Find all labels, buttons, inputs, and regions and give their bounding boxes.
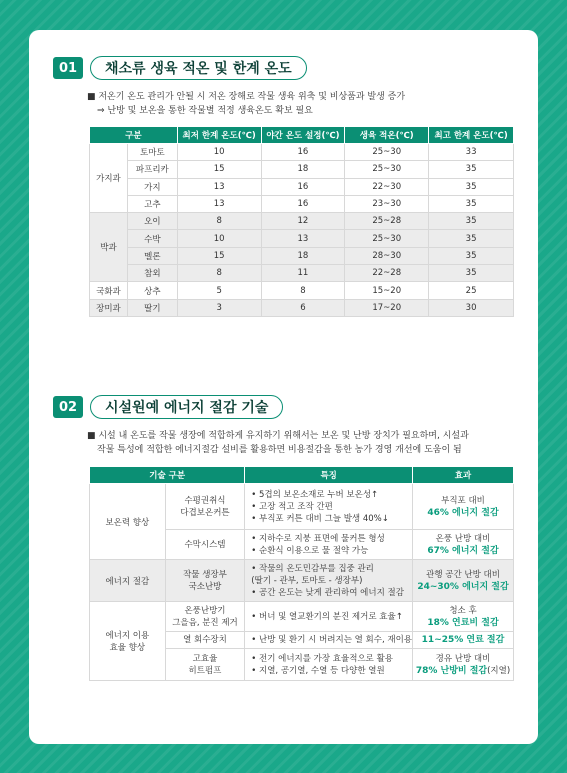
tech-name (165, 602, 245, 632)
tech-name (165, 530, 245, 560)
effect-cell (413, 530, 514, 560)
effect-highlight: 67% 에너지 절감 (427, 545, 499, 556)
table-row (90, 602, 514, 632)
cell-night: 6 (261, 299, 345, 316)
effect-baseline: 관행 공간 난방 대비 (426, 569, 500, 580)
tech-name-line: 그을음, 분진 제거 (172, 617, 238, 628)
tech-name-line: 히트펌프 (188, 665, 222, 676)
cell-night: 16 (261, 195, 345, 212)
table-row (90, 299, 514, 316)
cell-night: 16 (261, 144, 345, 161)
tech-name (165, 649, 245, 681)
effect-baseline: 경유 난방 대비 (435, 653, 491, 664)
section2-text (87, 429, 517, 457)
effect-cell (413, 632, 514, 649)
header-optimal: 생육 적온(℃) (345, 127, 429, 144)
cell-crop: 참외 (127, 265, 177, 282)
cell-crop: 멜론 (127, 247, 177, 264)
header-min: 최저 한계 온도(℃) (177, 127, 261, 144)
cell-opt: 22~28 (345, 265, 429, 282)
tech-category (90, 602, 166, 681)
cell-night: 16 (261, 178, 345, 195)
crop-group-label: 장미과 (90, 299, 128, 316)
cell-max: 25 (429, 282, 514, 299)
feature-cell (245, 649, 413, 681)
tech-name-line: 국소난방 (188, 581, 222, 592)
cell-max: 30 (429, 299, 514, 316)
feature-item: • 전기 에너지를 가장 효율적으로 활용 (251, 653, 393, 664)
feature-item: • 부직포 커튼 대비 그늘 발생 40%↓ (251, 513, 389, 524)
section2-number: 02 (53, 396, 83, 418)
cell-opt: 25~30 (345, 230, 429, 247)
cell-min: 5 (177, 282, 261, 299)
header-max: 최고 한계 온도(℃) (429, 127, 514, 144)
tech-category (90, 484, 166, 560)
cell-crop: 오이 (127, 213, 177, 230)
tech-name (165, 560, 245, 602)
feature-cell (245, 602, 413, 632)
table-row (90, 195, 514, 212)
effect-value (413, 581, 513, 593)
tech-name (165, 632, 245, 649)
tech-category-label: 에너지 절감 (105, 576, 150, 587)
crop-group-label: 국화과 (90, 282, 128, 299)
energy-table (89, 466, 514, 681)
effect-cell (413, 602, 514, 632)
cell-max: 35 (429, 161, 514, 178)
feature-item: • 5겹의 보온소재로 누버 보온성↑ (251, 489, 379, 500)
feature-cell (245, 632, 413, 649)
table-row (90, 282, 514, 299)
effect-highlight: 78% 난방비 절감 (415, 665, 488, 676)
cell-min: 13 (177, 178, 261, 195)
header-feature: 특징 (245, 467, 413, 484)
tech-name (165, 484, 245, 530)
cell-min: 10 (177, 230, 261, 247)
cell-crop: 가지 (127, 178, 177, 195)
section1-line2: ⇒ 난방 및 보온을 통한 작물별 적정 생육온도 확보 필요 (97, 106, 313, 116)
table-row (90, 230, 514, 247)
cell-min: 8 (177, 265, 261, 282)
feature-item: • 버너 및 열교환기의 분진 제거로 효율↑ (251, 611, 403, 622)
section1-line1: ■ 저온기 온도 관리가 안될 시 저온 장해로 작물 생육 위축 및 비상품과 발생 증가 (87, 92, 406, 102)
effect-value (413, 617, 513, 629)
tech-name-line: 작물 생장부 (183, 569, 227, 580)
cell-opt: 28~30 (345, 247, 429, 264)
effect-highlight: 24~30% 에너지 절감 (417, 581, 509, 592)
table-row (90, 560, 514, 602)
header-category: 구분 (90, 127, 178, 144)
cell-crop: 수박 (127, 230, 177, 247)
cell-crop: 파프리카 (127, 161, 177, 178)
cell-crop: 상추 (127, 282, 177, 299)
crop-group-label: 박과 (90, 213, 128, 282)
header-night: 야간 온도 설정(℃) (261, 127, 345, 144)
effect-baseline: 부직포 대비 (441, 495, 485, 506)
cell-max: 35 (429, 230, 514, 247)
table-row (90, 161, 514, 178)
table-row (90, 265, 514, 282)
cell-max: 35 (429, 195, 514, 212)
section2-title: 시설원예 에너지 절감 기술 (90, 395, 283, 419)
cell-night: 11 (261, 265, 345, 282)
effect-value (413, 507, 513, 519)
effect-cell (413, 649, 514, 681)
cell-night: 18 (261, 247, 345, 264)
cell-min: 8 (177, 213, 261, 230)
effect-cell (413, 560, 514, 602)
effect-note: (지열) (487, 665, 511, 676)
feature-item: • 순환식 이용으로 물 절약 가능 (251, 545, 369, 556)
feature-item: • 난방 및 환기 시 버려지는 열 회수, 재이용 (251, 635, 413, 646)
table-row (90, 213, 514, 230)
table-row (90, 144, 514, 161)
cell-night: 13 (261, 230, 345, 247)
feature-cell (245, 484, 413, 530)
tech-name-line: 수막시스템 (184, 539, 226, 550)
cell-night: 18 (261, 161, 345, 178)
effect-cell (413, 484, 514, 530)
section2-header (53, 395, 283, 419)
cell-night: 8 (261, 282, 345, 299)
effect-value (413, 665, 513, 677)
feature-item: • 지하수로 지붕 표면에 물커튼 형성 (251, 533, 385, 544)
feature-item: • 고장 적고 조작 간편 (251, 501, 333, 512)
content-card (29, 30, 538, 744)
tech-name-line: 고효율 (192, 653, 218, 664)
tech-name-line: 열 회수장치 (183, 635, 227, 646)
cell-max: 35 (429, 178, 514, 195)
cell-max: 35 (429, 213, 514, 230)
tech-name-line: 온풍난방기 (184, 605, 226, 616)
feature-item: • 공간 온도는 낮게 관리하여 에너지 절감 (251, 587, 404, 598)
effect-highlight: 18% 연료비 절감 (427, 617, 499, 628)
crop-group-label: 가지과 (90, 144, 128, 213)
feature-item: (딸기 - 관부, 토마토 - 생장부) (251, 575, 363, 586)
section2-line2: 작물 특성에 적합한 에너지절감 설비를 활용하면 비용절감을 통한 농가 경영 개선에 도움이 됨 (97, 445, 462, 455)
tech-category-label: 에너지 이용 (105, 631, 150, 642)
cell-crop: 토마토 (127, 144, 177, 161)
cell-min: 10 (177, 144, 261, 161)
cell-crop: 고추 (127, 195, 177, 212)
feature-item: • 작물의 온도민감부를 집중 관리 (251, 563, 374, 574)
section1-number: 01 (53, 57, 83, 79)
cell-crop: 딸기 (127, 299, 177, 316)
tech-category-label: 보온력 향상 (105, 517, 150, 528)
effect-highlight: 46% 에너지 절감 (427, 507, 499, 518)
energy-table-header (90, 467, 514, 484)
section1-title: 채소류 생육 적온 및 한계 온도 (90, 56, 307, 80)
temperature-table-header (90, 127, 514, 144)
header-tech: 기술 구분 (90, 467, 245, 484)
tech-category-label: 효율 향상 (109, 643, 146, 654)
temperature-table (89, 126, 514, 317)
cell-opt: 17~20 (345, 299, 429, 316)
cell-night: 12 (261, 213, 345, 230)
feature-item: • 지열, 공기열, 수열 등 다양한 열원 (251, 665, 385, 676)
header-effect: 효과 (413, 467, 514, 484)
tech-name-line: 수평권취식 (184, 495, 226, 506)
cell-opt: 23~30 (345, 195, 429, 212)
tech-name-line: 다겹보온커튼 (180, 507, 230, 518)
effect-highlight: 11~25% 연료 절감 (421, 635, 505, 646)
cell-opt: 22~30 (345, 178, 429, 195)
table-row (90, 247, 514, 264)
feature-cell (245, 560, 413, 602)
cell-min: 3 (177, 299, 261, 316)
cell-max: 35 (429, 265, 514, 282)
tech-category (90, 560, 166, 602)
cell-opt: 25~30 (345, 161, 429, 178)
cell-opt: 25~28 (345, 213, 429, 230)
effect-value (413, 634, 513, 646)
section1-text (87, 90, 405, 118)
effect-value (413, 545, 513, 557)
table-row (90, 178, 514, 195)
cell-opt: 15~20 (345, 282, 429, 299)
table-row (90, 484, 514, 530)
effect-baseline: 온풍 난방 대비 (435, 533, 491, 544)
effect-baseline: 청소 후 (449, 605, 477, 616)
cell-min: 15 (177, 247, 261, 264)
section2-line1: ■ 시설 내 온도를 작물 생장에 적합하게 유지하기 위해서는 보온 및 난방 장치가 필요하며, 시설과 (87, 431, 469, 441)
section1-header (53, 56, 307, 80)
cell-min: 13 (177, 195, 261, 212)
cell-max: 33 (429, 144, 514, 161)
cell-opt: 25~30 (345, 144, 429, 161)
feature-cell (245, 530, 413, 560)
cell-min: 15 (177, 161, 261, 178)
cell-max: 35 (429, 247, 514, 264)
